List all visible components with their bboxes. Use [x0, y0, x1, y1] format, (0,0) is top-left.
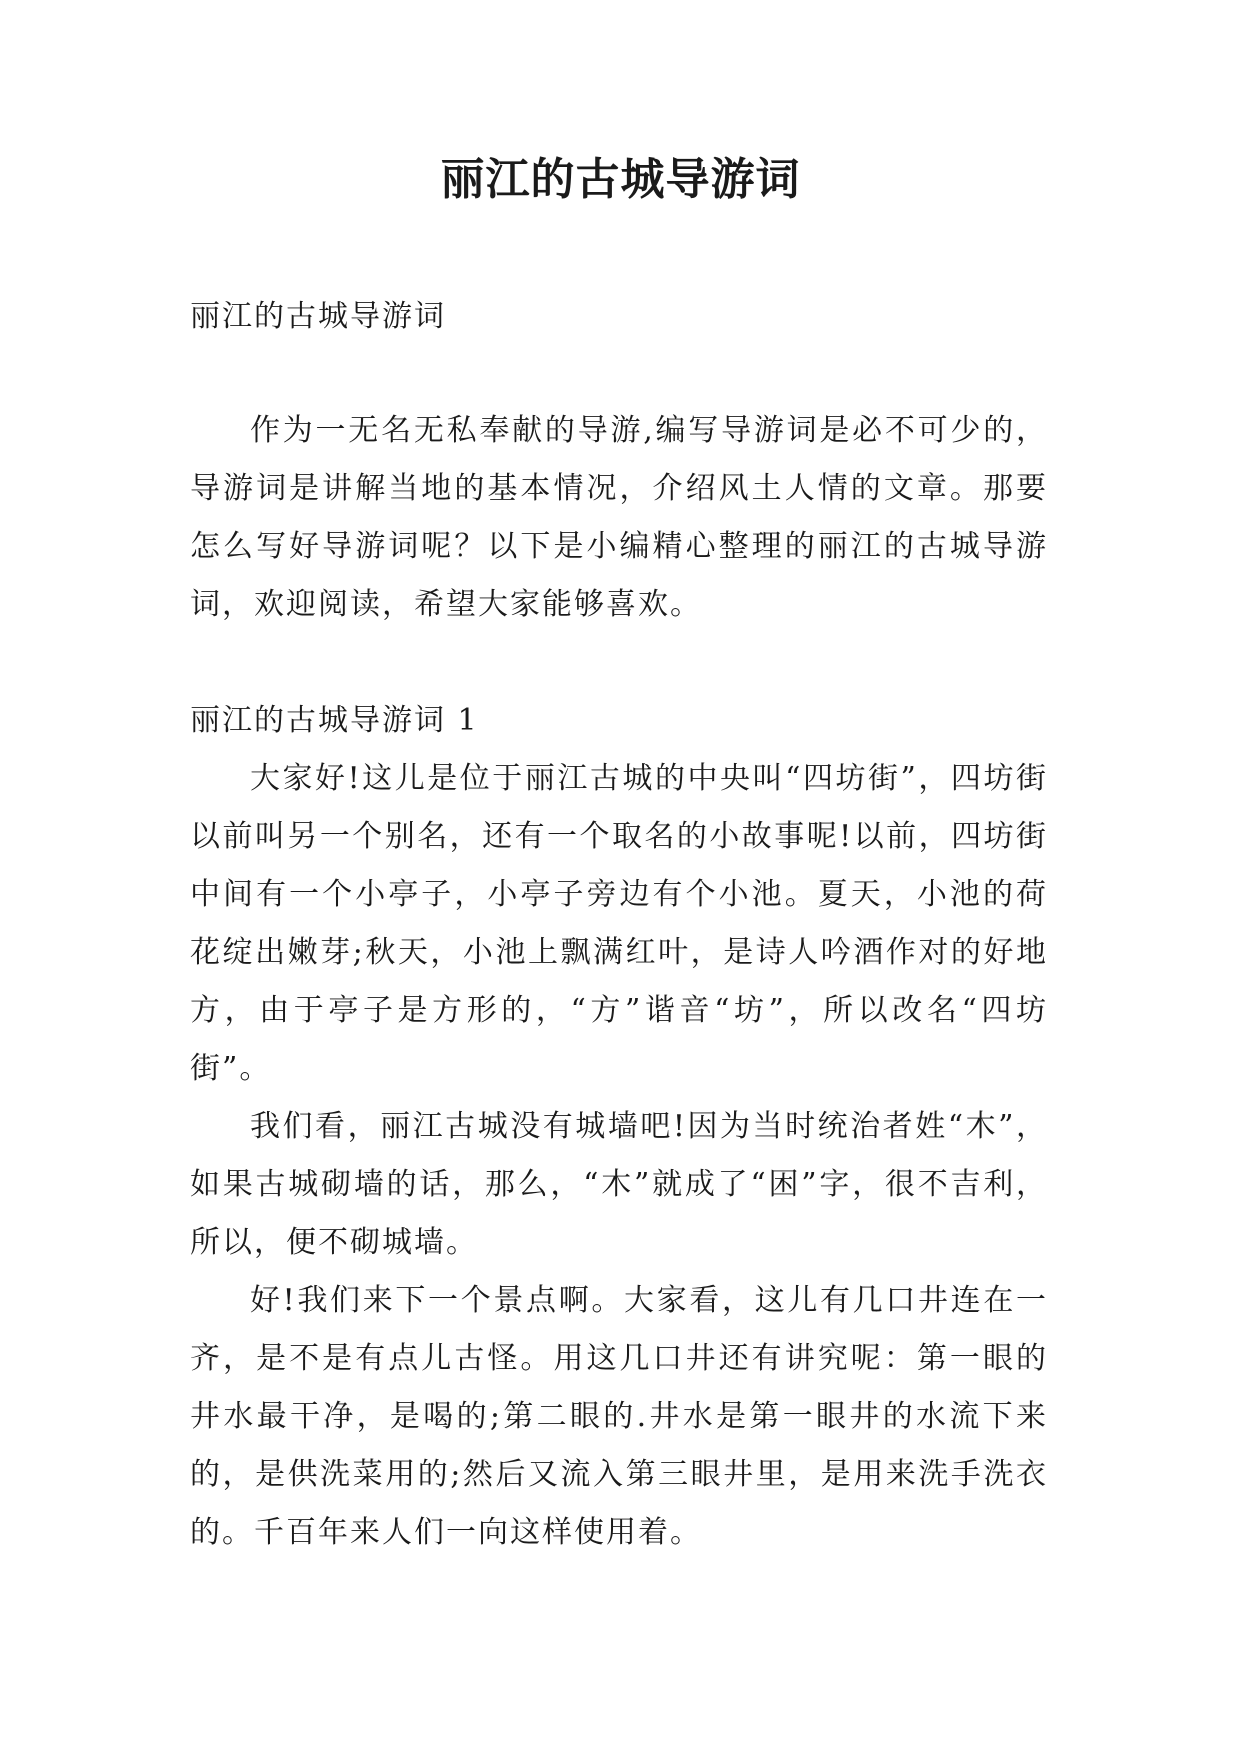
body-paragraph-2: 我们看，丽江古城没有城墙吧!因为当时统治者姓“木”，如果古城砌墙的话，那么，“木”就成了“困”字，很不吉利，所以，便不砌城墙。	[190, 1109, 1048, 1260]
spacer	[190, 346, 1048, 402]
document-title: 丽江的古城导游词	[440, 154, 801, 205]
intro-paragraph: 作为一无名无私奉献的导游,编写导游词是必不可少的，导游词是讲解当地的基本情况，介绍风土人情的文章。那要怎么写好导游词呢？以下是小编精心整理的丽江的古城导游词，欢迎阅读，希望大家能够喜欢。	[190, 413, 1048, 622]
body-paragraph-3: 好!我们来下一个景点啊。大家看，这儿有几口井连在一齐，是不是有点儿古怪。用这几口井还有讲究呢：第一眼的井水最干净，是喝的;第二眼的.井水是第一眼井的水流下来的，是供洗菜用的;然后又流入第三眼井里，是用来洗手洗衣的。千百年来人们一向这样使用着。	[190, 1283, 1048, 1550]
body-paragraph-1: 大家好!这儿是位于丽江古城的中央叫“四坊街”，四坊街以前叫另一个别名，还有一个取名的小故事呢!以前，四坊街中间有一个小亭子，小亭子旁边有个小池。夏天，小池的荷花绽出嫩芽;秋天，小池上飘满红叶，是诗人吟酒作对的好地方，由于亭子是方形的，“方”谐音“坊”，所以改名“四坊街”。	[190, 761, 1048, 1086]
section-heading: 丽江的古城导游词 1	[190, 703, 479, 738]
document-body	[190, 288, 1048, 1562]
document-subtitle: 丽江的古城导游词	[190, 299, 446, 334]
spacer	[190, 634, 1048, 692]
